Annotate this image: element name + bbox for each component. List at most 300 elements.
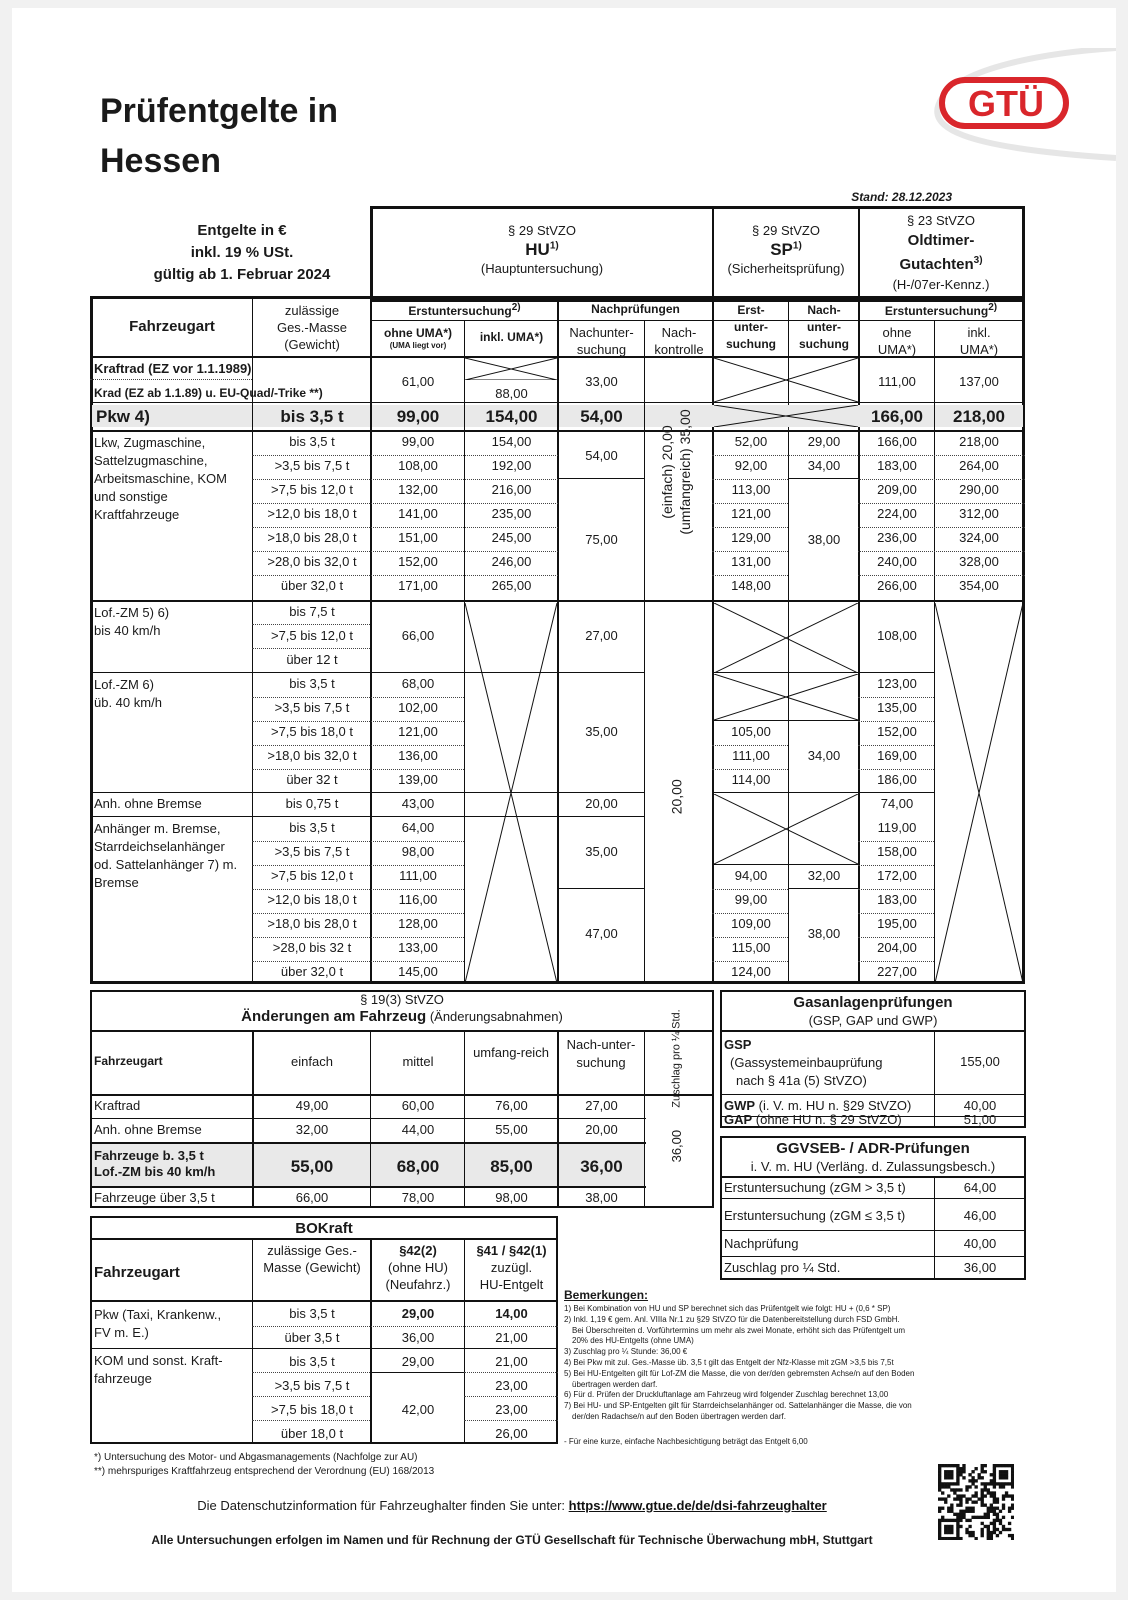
lkw-nach-1: 54,00 [585,448,618,463]
bem-line: Bei Überschreiten d. Vorführtermins um mehr als zwei Monate, erhöht sich das Prüfentgelt um [572,1325,906,1335]
pkw-old-i: 218,00 [953,407,1005,426]
lofu40-hu: 68,00 [401,676,435,691]
bok-pkw-m2: über 3,5 t [284,1330,340,1345]
sp-law: § 29 StVZO [752,223,820,238]
aend-col-fahrzeugart: Fahrzeugart [94,1054,163,1068]
lofu40-hu: 139,00 [398,772,438,787]
bok-col-42-2: §42(2) (ohne HU) (Neufahrz.) [385,1243,451,1292]
lofu40-masse: >3,5 bis 7,5 t [274,700,350,715]
anh-sp-erst: 115,00 [731,940,771,955]
anh-old: 204,00 [877,940,917,955]
row-line [712,961,788,962]
cross-mark [714,674,858,720]
anh-hu: 98,00 [401,844,435,859]
aend-col-nach: Nach-unter-suchung [566,1037,636,1070]
aend-r1-v: 76,00 [495,1098,528,1113]
anh-nach-2: 47,00 [585,926,618,941]
aend-r4-v: 78,00 [401,1190,435,1205]
title-line-1: Prüfentgelte in [100,92,339,130]
stand-date: Stand: 28.12.2023 [851,190,952,204]
aend-r3-v: 85,00 [490,1157,533,1176]
ggv-head: GGVSEB- / ADR-Prüfungen i. V. m. HU (Verläng. d. Zulassungsbesch.) [750,1140,996,1174]
lkw-old-o: 166,00 [877,434,917,449]
row-line [712,575,788,576]
row-line [252,745,464,746]
lkw-old-i: 354,00 [959,578,999,593]
row-line [712,769,788,770]
sp-sub: (Sicherheitsprüfung) [727,260,845,276]
ggv-r1: Erstuntersuchung (zGM > 3,5 t) [724,1180,906,1195]
lofu40-nach: 35,00 [585,724,618,739]
row-line [252,841,464,842]
anh-hu: 145,00 [398,964,438,979]
lkw-masse: >12,0 bis 18,0 t [267,506,357,521]
lkw-hu: 141,00 [398,506,438,521]
kraftrad-old-i: 137,00 [959,374,999,389]
pkw-masse: bis 3,5 t [280,407,344,426]
hu-sub: (Hauptuntersuchung) [480,260,604,276]
row-line [712,937,788,938]
bem-line: 20% des HU-Entgelts (ohne UMA) [572,1336,694,1346]
row-line [858,745,934,746]
row-line [712,889,788,890]
lkw-hu: 108,00 [398,458,438,473]
lofu40-masse: >7,5 bis 18,0 t [270,724,354,739]
pkw-hu: 99,00 [396,407,440,426]
lkw-sp-erst: 113,00 [731,482,771,497]
cross-mark [465,603,557,983]
anh-hu: 128,00 [398,916,438,931]
col-old-inkl: inkl. UMA*) [959,325,999,357]
price-sheet [12,8,1116,1592]
cross-mark [935,603,1023,983]
bem-line: - Für eine kurze, einfache Nachbesichtigung beträgt das Entgelt 6,00 [564,1436,808,1446]
bok-kom-m2: >3,5 bis 7,5 t [274,1378,350,1393]
row-line [252,721,464,722]
lofu40-label: Lof.-ZM 6) üb. 40 km/h [94,677,162,710]
anh-old: 119,00 [877,820,917,835]
aend-r3-v: 36,00 [580,1157,623,1176]
gap-label: GAP (ohne HU n. § 29 StVZO) [724,1112,902,1127]
kraftrad-label-2: Krad (EZ ab 1.1.89) u. EU-Quad/-Trike **) [94,386,323,400]
col-old-erst: Erstuntersuchung$^{2)}$ [884,302,998,318]
lkw-sp-erst: 52,00 [734,434,768,449]
row-line [252,961,464,962]
bok-col-fahrzeugart: Fahrzeugart [94,1264,180,1281]
row-line [858,503,1025,504]
lkw-old-o: 266,00 [877,578,917,593]
lkw-label: Lkw, Zugmaschine, Sattelzugmaschine, Arbeitsmaschine, KOM und sonstige Kraftfahrzeuge [94,435,227,522]
aend-r2-v: 44,00 [401,1122,435,1137]
lofu40-masse: über 32 t [286,772,338,787]
bok-kom-w2: 23,00 [495,1378,528,1393]
bok-kom-m4: über 18,0 t [280,1426,344,1441]
lofu40-sp-erst: 111,00 [732,748,770,763]
lkw-old-o: 240,00 [877,554,917,569]
aend-col-mittel: mittel [402,1054,434,1069]
col-inkl-uma: inkl. UMA*) [479,330,544,344]
row-line [858,721,934,722]
row-line [252,551,558,552]
hu-law: § 29 StVZO [508,223,576,238]
row-line [252,769,464,770]
bem-line: übertragen werden darf. [572,1379,658,1389]
row-line [712,503,788,504]
aend-r1-v: 60,00 [401,1098,435,1113]
anh-sp-nach-1: 32,00 [807,868,841,883]
bok-pkw-v2: 36,00 [401,1330,435,1345]
lkw-masse: >28,0 bis 32,0 t [267,554,357,569]
lofu40-old: 123,00 [877,676,917,691]
cross-mark [714,794,858,864]
kraftrad-nach: 33,00 [585,374,618,389]
row-line [252,937,464,938]
entgelte-note [102,220,382,286]
lofu40-masse: bis 3,5 t [289,676,335,691]
col-old-ohne: ohne UMA*) [877,325,917,357]
row-line [858,913,934,914]
ggv-r3: Nachprüfung [724,1236,799,1251]
hu-header [372,223,712,277]
ggv-r4: Zuschlag pro ¼ Std. [724,1260,841,1275]
bem-list [564,1304,1014,1448]
qr-code [938,1464,1014,1540]
entgelte-line: inkl. 19 % USt. [190,244,294,261]
col-erst: Erstuntersuchung$^{2)}$ [408,302,521,318]
row-line [252,455,558,456]
cross-mark [714,603,858,673]
kraftrad-hu-inkl: 88,00 [495,386,528,401]
anh-old: 172,00 [877,868,917,883]
anh-masse: >3,5 bis 7,5 t [274,844,350,859]
anh-sp-nach-2: 38,00 [807,926,841,941]
lof40-masse-3: über 12 t [286,652,338,667]
bok-kom-m3: >7,5 bis 18,0 t [270,1402,354,1417]
bok-pkw-m1: bis 3,5 t [289,1306,335,1321]
row-line [858,479,1025,480]
anh-sp-erst: 94,00 [734,868,768,883]
lkw-old-o: 236,00 [877,530,917,545]
row-line [858,889,934,890]
lofu40-hu: 102,00 [398,700,438,715]
row-line [858,961,934,962]
bok-col-masse: zulässige Ges.-Masse (Gewicht) [263,1243,361,1275]
lkw-hu-inkl: 216,00 [491,482,532,497]
row-line [712,455,788,456]
row-line [788,478,858,479]
bem-line: 4) Bei Pkw mit zul. Ges.-Masse üb. 3,5 t gilt das Entgelt der Nfz-Klasse mit zGM >3,5 bis 7,5t [564,1357,894,1367]
anh-hu: 111,00 [399,868,437,883]
bem-title: Bemerkungen: [564,1288,649,1302]
row-line [788,455,858,456]
logo-text: GTÜ [968,83,1044,124]
anh-masse: über 32,0 t [280,964,344,979]
bem-line: 6) Für d. Prüfen der Druckluftanlage am Fahrzeug wird folgender Zuschlag berechnet 13,00 [564,1390,889,1400]
row-line [252,697,464,698]
anh-ohne-old: 74,00 [880,796,914,811]
lofu40-hu: 136,00 [398,748,438,763]
anh-hu: 133,00 [398,940,438,955]
bem-line: 7) Bei HU- und SP-Entgelten gilt für Starrdeichselanhänger od. Sattelanhänger die Masse, die von [564,1401,912,1411]
kraftrad-hu: 61,00 [401,374,435,389]
anh-masse: >12,0 bis 18,0 t [267,892,357,907]
lkw-hu-inkl: 154,00 [491,434,532,449]
aend-col-zuschlag: Zuschlag pro ¼ Std. [670,1009,683,1108]
anh-ohne-hu: 43,00 [401,796,435,811]
anh-masse: bis 3,5 t [289,820,335,835]
lkw-hu: 171,00 [398,578,438,593]
bok-kom-m1: bis 3,5 t [289,1354,335,1369]
aend-r4-v: 98,00 [495,1190,528,1205]
row-line [252,889,464,890]
bok-pkw-w2: 21,00 [495,1330,528,1345]
lkw-old-i: 290,00 [959,482,999,497]
row-line [712,551,788,552]
cross-mark [465,358,557,380]
lkw-old-o: 183,00 [877,458,917,473]
old-law: § 23 StVZO [907,213,975,228]
pkw-label: Pkw 4) [96,407,150,426]
ggv-r3-v: 40,00 [963,1236,997,1251]
row-line [252,527,558,528]
nachkontrolle-text: (einfach) 20,00 (umfangreich) 35,00 [659,409,693,535]
col-nachkontrolle: Nach- kontrolle [654,325,704,357]
anh-ohne-masse: bis 0,75 t [285,796,339,811]
anh-old: 227,00 [877,964,917,979]
row-line [712,479,788,480]
bottom-note: Alle Untersuchungen erfolgen im Namen und für Rechnung der GTÜ Gesellschaft für Technische Überwachung mbH, Stuttgart [151,1533,873,1547]
gtue-logo [902,48,1116,168]
old-sub: (H-/07er-Kennz.) [892,277,990,292]
lkw-sp-nach: 38,00 [807,532,841,547]
old-title-2: Gutachten$^{3)}$ [899,255,983,273]
lkw-hu-inkl: 235,00 [491,506,532,521]
bok-pkw-label: Pkw (Taxi, Krankenw., FV m. E.) [94,1307,222,1340]
nachkontrolle-20: 20,00 [668,779,685,815]
aend-r3-label: Fahrzeuge b. 3,5 t Lof.-ZM bis 40 km/h [94,1148,216,1180]
bem-line: der/den Radachse/n auf den Boden übertragen werden darf. [572,1411,786,1421]
lkw-masse: über 32,0 t [280,578,344,593]
oldtimer-header [860,211,1022,295]
lofu40-masse: >18,0 bis 32,0 t [267,748,357,763]
lofu40-old: 169,00 [877,748,917,763]
footnote-1: *) Untersuchung des Motor- und Abgasmanagements (Nachfolge zur AU) [94,1452,418,1463]
bok-kom-v1: 29,00 [401,1354,435,1369]
lkw-masse: >3,5 bis 7,5 t [274,458,350,473]
gwp-label: GWP (i. V. m. HU n. §29 StVZO) [724,1098,912,1113]
lkw-nach-2: 75,00 [585,532,618,547]
anh-masse: >7,5 bis 12,0 t [270,868,354,883]
gwp-value: 40,00 [963,1098,997,1113]
bok-col-41: §41 / §42(1) zuzügl. HU-Entgelt [476,1243,547,1292]
lkw-hu: 132,00 [398,482,438,497]
anh-ohne-nach: 20,00 [585,796,618,811]
sp-title: SP$^{1)}$ [770,240,802,260]
dsi-line: Die Datenschutzinformation für Fahrzeughalter finden Sie unter: https://www.gtue.de/de/dsi-fahrzeughalter [197,1498,827,1513]
col-masse: zulässige Ges.-Masse (Gewicht) [276,303,348,352]
lkw-masse: >18,0 bis 28,0 t [267,530,357,545]
pkw-hu-inkl: 154,00 [485,407,538,426]
bok-kom-label: KOM und sonst. Kraft- fahrzeuge [94,1353,223,1386]
row-line [712,527,788,528]
anh-old: 158,00 [877,844,917,859]
aend-col-einfach: einfach [291,1054,333,1069]
anh-sp-erst: 124,00 [731,964,771,979]
lkw-sp-erst: 121,00 [731,506,771,521]
kraftrad-label-1: Kraftrad (EZ vor 1.1.1989) [94,361,252,376]
cross-mark [714,405,858,427]
row-line [858,697,934,698]
row-line [252,479,558,480]
old-title-1: Oldtimer- [907,232,975,249]
lkw-old-o: 209,00 [877,482,917,497]
bok-pkw-w1: 14,00 [495,1306,528,1321]
lkw-sp-nach: 34,00 [807,458,841,473]
hu-title: HU$^{1)}$ [525,240,559,260]
lof40-nach: 27,00 [585,628,618,643]
anh-masse: >28,0 bis 32 t [272,940,352,955]
bem-line: 1) Bei Kombination von HU und SP berechnet sich das Prüfentgelt wie folgt: HU + (0,6 * SP) [564,1304,891,1313]
row-line [858,575,1025,576]
bem-line: 5) Bei HU-Entgelten gilt für Lof-ZM die Masse, die von der/den gebremsten Achse/n auf den Boden [564,1368,915,1378]
row-line [712,913,788,914]
pkw-nach: 54,00 [580,407,623,426]
aend-r1-v: 27,00 [585,1098,618,1113]
lofu40-sp-erst: 105,00 [731,724,771,739]
row-line [252,865,464,866]
lkw-old-i: 324,00 [959,530,999,545]
entgelte-line: gültig ab 1. Februar 2024 [153,266,331,283]
anh-nach-1: 35,00 [585,844,618,859]
lofu40-sp-nach: 34,00 [807,748,841,763]
lkw-old-i: 218,00 [959,434,999,449]
aend-r2-v: 20,00 [585,1122,618,1137]
lof40-hu: 66,00 [401,628,435,643]
anh-ohne-label: Anh. ohne Bremse [94,796,202,811]
lkw-hu-inkl: 265,00 [491,578,532,593]
row-line [712,745,788,746]
lof40-old: 108,00 [877,628,917,643]
lofu40-sp-erst: 114,00 [731,772,771,787]
aend-r4-v: 66,00 [295,1190,329,1205]
gap-value: 51,00 [963,1112,997,1127]
lkw-hu: 152,00 [398,554,438,569]
gas-head: Gasanlagenprüfungen (GSP, GAP und GWP) [793,994,953,1028]
anh-old: 195,00 [877,916,917,931]
bok-kom-w4: 26,00 [495,1426,528,1441]
lkw-hu-inkl: 192,00 [491,458,532,473]
anh-sp-erst: 99,00 [734,892,768,907]
anh-mit-label: Anhänger m. Bremse, Starrdeichselanhänger od. Sattelanhänger 7) m. Bremse [94,821,238,890]
anh-hu: 116,00 [398,892,438,907]
aend-r3-v: 68,00 [396,1157,440,1176]
ggv-r2-v: 46,00 [963,1208,997,1223]
lkw-old-o: 224,00 [877,506,917,521]
row-line [858,527,1025,528]
aend-col-umfang: umfang-reich [473,1045,549,1060]
row-line [252,913,464,914]
lkw-sp-erst: 129,00 [731,530,771,545]
col-sp-erst: Erst- unter- suchung [726,303,776,351]
row-line [858,455,1025,456]
footnote-2: **) mehrspuriges Kraftfahrzeug entsprechend der Verordnung (EU) 168/2013 [94,1466,435,1477]
ggv-r1-v: 64,00 [963,1180,997,1195]
lof40-masse-2: >7,5 bis 12,0 t [270,628,354,643]
lkw-old-i: 328,00 [959,554,999,569]
anh-masse: >18,0 bis 28,0 t [267,916,357,931]
lof40-label: Lof.-ZM 5) 6) bis 40 km/h [94,605,170,638]
col-fahrzeugart: Fahrzeugart [129,318,215,335]
dsi-link[interactable]: https://www.gtue.de/de/dsi-fahrzeughalter [568,1498,827,1513]
lkw-old-i: 312,00 [959,506,999,521]
bok-pkw-v1: 29,00 [401,1306,435,1321]
aend-r4-v: 38,00 [585,1190,618,1205]
lkw-sp-erst: 92,00 [734,458,768,473]
bok-kom-w3: 23,00 [495,1402,528,1417]
gsp-label: GSP (Gassystemeinbauprüfung nach § 41a (5) StVZO) [724,1037,883,1088]
lkw-sp-erst: 131,00 [731,554,771,569]
row-line [858,769,934,770]
aend-r4-label: Fahrzeuge über 3,5 t [94,1190,215,1205]
ggv-r4-v: 36,00 [963,1260,997,1275]
lofu40-hu: 121,00 [398,724,438,739]
lkw-hu-inkl: 246,00 [491,554,532,569]
aend-r3-v: 55,00 [290,1157,334,1176]
aend-r1-v: 49,00 [295,1098,329,1113]
page-title [100,86,338,186]
lof40-masse-1: bis 7,5 t [289,604,335,619]
lofu40-old: 186,00 [877,772,917,787]
aend-r2-v: 32,00 [295,1122,329,1137]
bem-line: 2) Inkl. 1,19 € gem. Anl. VIIIa Nr.1 zu §29 StVZO für die Datenbereitstellung durch FSD GmbH. [564,1314,900,1324]
lkw-sp-nach: 29,00 [807,434,841,449]
gsp-value: 155,00 [960,1054,1000,1069]
lkw-hu-inkl: 245,00 [491,530,532,545]
col-ohne-uma: ohne UMA*) (UMA liegt vor) [384,326,452,350]
bok-title: BOKraft [295,1220,353,1237]
bok-kom-w1: 21,00 [495,1354,528,1369]
bok-kom-v3: 42,00 [401,1402,435,1417]
aend-r2-label: Anh. ohne Bremse [94,1122,202,1137]
lkw-old-i: 264,00 [959,458,999,473]
kraftrad-old-o: 111,00 [878,374,916,389]
lofu40-old: 135,00 [877,700,917,715]
anh-hu: 64,00 [401,820,435,835]
col-nachpr: Nachprüfungen [591,302,680,316]
lkw-sp-erst: 148,00 [731,578,771,593]
col-nachunter: Nachunter- suchung [569,325,634,357]
anh-old: 183,00 [877,892,917,907]
col-sp-nach: Nach- unter- suchung [799,303,849,351]
row-line [858,551,1025,552]
lkw-masse: bis 3,5 t [289,434,335,449]
cross-mark [714,358,858,402]
aend-r2-v: 55,00 [495,1122,528,1137]
lofu40-old: 152,00 [877,724,917,739]
row-line [858,841,934,842]
anh-sp-erst: 109,00 [731,916,771,931]
pkw-old-o: 166,00 [871,407,923,426]
lkw-hu: 99,00 [401,434,435,449]
title-line-2: Hessen [100,142,221,180]
row-line [252,575,558,576]
aend-head: § 19(3) StVZO Änderungen am Fahrzeug (Änderungsabnahmen) [241,992,563,1026]
ggv-r2: Erstuntersuchung (zGM ≤ 3,5 t) [724,1208,906,1223]
lkw-hu: 151,00 [398,530,438,545]
lkw-masse: >7,5 bis 12,0 t [270,482,354,497]
row-line [858,937,934,938]
row-line [252,503,558,504]
